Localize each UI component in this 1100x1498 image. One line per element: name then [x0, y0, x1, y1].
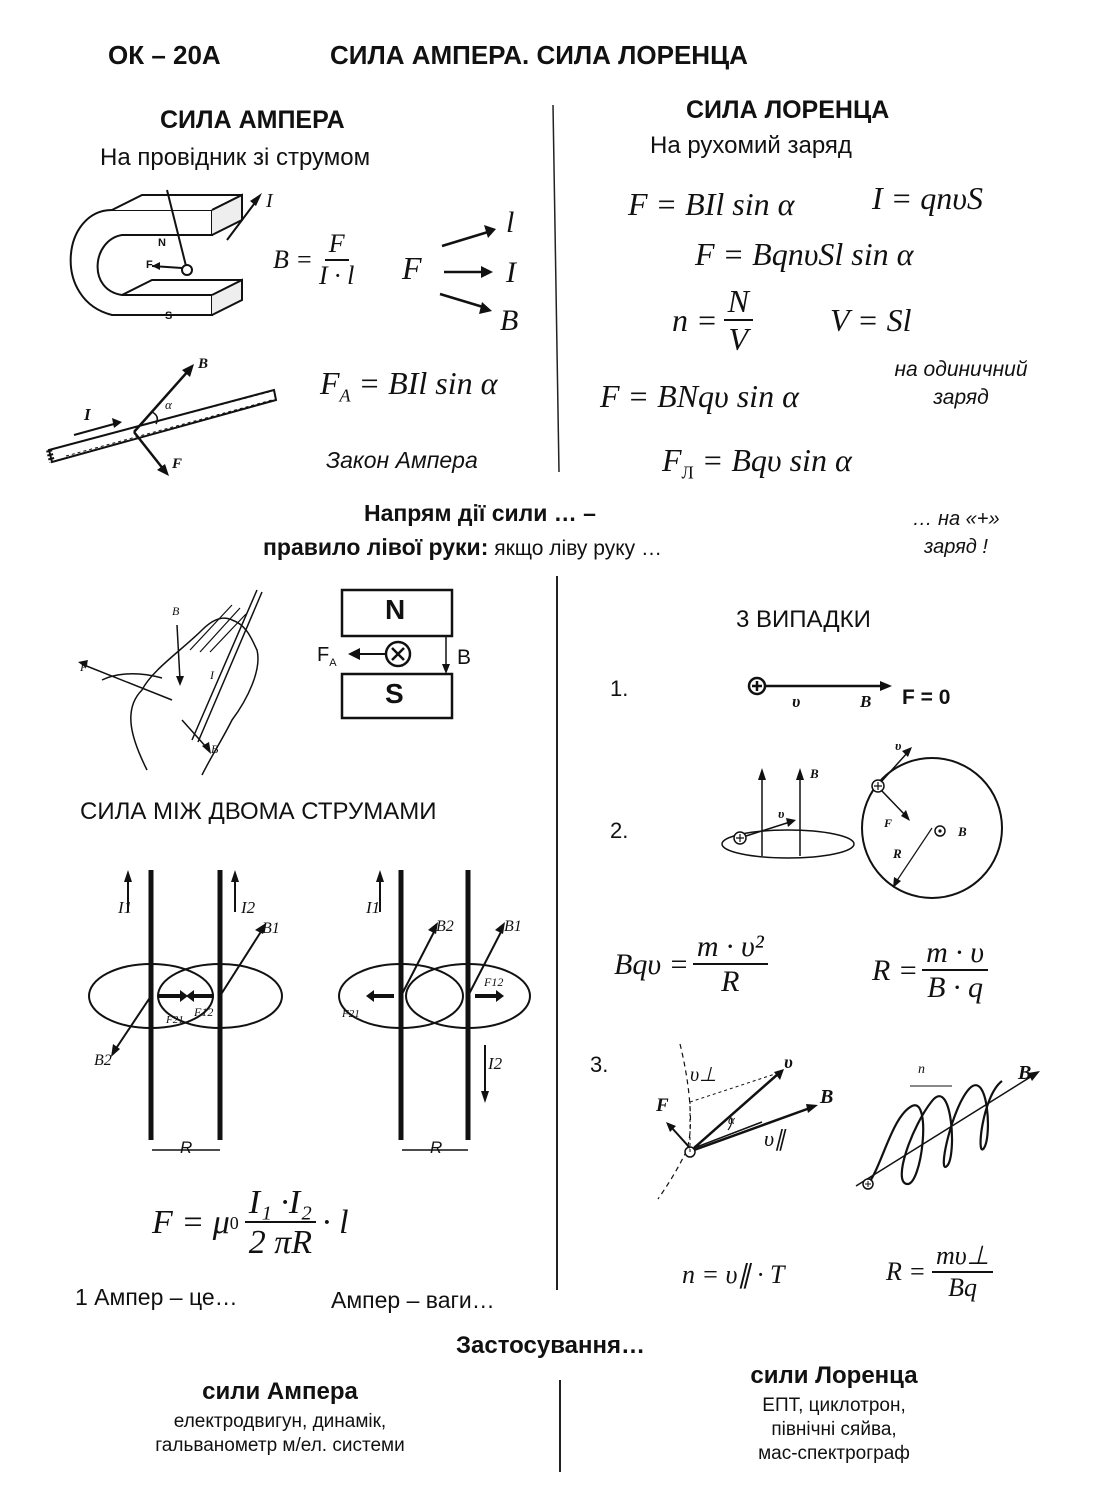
- b-def-num: F: [325, 230, 349, 261]
- tc-sub: 0: [229, 1212, 239, 1233]
- left-hand-rule: правило лівої руки:: [263, 534, 489, 560]
- lorentz-formula-5: [662, 442, 852, 483]
- ampere-definition-note: 1 Ампер – це…: [75, 1284, 238, 1310]
- pole-s-label: S: [385, 678, 404, 709]
- eq1-den: R: [721, 965, 740, 998]
- dep-item-b: B: [500, 304, 519, 337]
- eq2-num: m · υ: [922, 936, 988, 971]
- helix-b-label: B: [1018, 1062, 1032, 1084]
- f5-sub: Л: [681, 462, 694, 483]
- right-i1-label: I1: [366, 898, 381, 917]
- lorentz-app-item: ЕПТ, циклотрон,: [762, 1395, 906, 1416]
- lorentz-subtitle: На рухомий заряд: [650, 132, 852, 159]
- pitch-equation: n = υ∥ · T: [682, 1260, 785, 1289]
- magnet-i-label: I: [266, 190, 273, 212]
- eq2-den: B · q: [927, 971, 983, 1004]
- ampere-subtitle: На провідник зі струмом: [100, 144, 371, 171]
- ampere-heading: СИЛА АМПЕРА: [160, 106, 345, 134]
- right-r-label: R: [430, 1138, 443, 1157]
- tc-lhs: F = μ: [152, 1204, 230, 1242]
- wire-b-label: B: [198, 356, 209, 372]
- hand-b2-label: B: [211, 742, 219, 756]
- direction-line-1: Напрям дії сили … –: [364, 500, 596, 526]
- case-2-number: 2.: [610, 818, 629, 843]
- direction-line-2: [263, 534, 662, 561]
- tc-tail: · l: [322, 1204, 349, 1242]
- single-charge-note: на одиничний заряд: [894, 358, 1028, 409]
- n-lhs: n =: [672, 302, 718, 339]
- hand-b-label: B: [172, 604, 180, 618]
- wire-f-label: F: [172, 456, 183, 472]
- f5-rhs: = Bqυ sin α: [701, 442, 852, 478]
- case2-r-label: R: [893, 846, 902, 861]
- lorentz-formula-4: F = BNqυ sin α: [600, 378, 799, 414]
- eq2-lhs: R =: [872, 953, 919, 987]
- right-i2-label: I2: [488, 1054, 503, 1073]
- eq1-num: m · υ²: [693, 930, 768, 965]
- ampere-applications-title: сили Ампера: [202, 1378, 358, 1405]
- force-dep-symbol: F: [402, 250, 422, 286]
- case3-alpha-label: α: [728, 1112, 735, 1127]
- left-b1-label: B1: [262, 920, 280, 937]
- ampere-applications-list: [110, 1410, 450, 1458]
- lorentz-applications-list: [684, 1394, 984, 1466]
- box-fa-label: [317, 644, 337, 669]
- ampere-law-sub: A: [339, 385, 351, 406]
- ampere-law-formula: [320, 365, 497, 406]
- case2-circle-v-label: υ: [895, 738, 902, 753]
- radius-equation-2: [872, 936, 988, 1006]
- wire-i-label: I: [84, 405, 91, 424]
- helix-radius-equation: [886, 1242, 993, 1302]
- tc-num: I₁ ·I₂: [245, 1184, 316, 1223]
- left-b2-label: B2: [94, 1052, 112, 1069]
- doc-code: ОК – 20А: [108, 40, 221, 70]
- case3-vpar-label: υ∥: [764, 1126, 786, 1151]
- case2-circle-b-label: B: [958, 824, 967, 839]
- right-f21-label: F21: [342, 1008, 360, 1020]
- case-2-diagram: [718, 738, 1008, 898]
- left-i2-label: I2: [241, 898, 256, 917]
- case2-v-label: υ: [778, 806, 785, 821]
- b-def-den: I · l: [318, 260, 355, 290]
- magnet-n-label: N: [158, 237, 166, 249]
- lorentz-heading: СИЛА ЛОРЕНЦА: [686, 96, 890, 124]
- left-hand-rule-rest: якщо ліву руку …: [488, 537, 662, 560]
- case-1-diagram: [744, 672, 904, 702]
- lorentz-app-item: мас-спектрограф: [758, 1443, 910, 1464]
- positive-charge-note: … на «+» заряд !: [912, 508, 1000, 558]
- eq4-num: mυ⊥: [932, 1242, 993, 1273]
- b-definition-formula: [273, 230, 354, 290]
- case-1-number: 1.: [610, 676, 629, 701]
- right-b2-label: B2: [436, 918, 454, 935]
- right-f12-label: F12: [484, 975, 504, 989]
- pole-n-label: N: [385, 594, 406, 625]
- ampere-app-item: гальванометр м/ел. системи: [155, 1435, 405, 1456]
- ampere-law-f: F: [320, 365, 340, 401]
- eq4-den: Bq: [948, 1272, 978, 1302]
- case2-fl-label: F: [884, 816, 893, 830]
- lorentz-formula-2: I = qnυS: [872, 180, 983, 216]
- two-currents-heading: СИЛА МІЖ ДВОМА СТРУМАМИ: [80, 798, 437, 825]
- box-fa-sub: A: [329, 657, 337, 669]
- wire-alpha-label: α: [165, 397, 172, 412]
- case3-f-label: F: [656, 1095, 669, 1116]
- b-def-lhs: B =: [273, 245, 313, 275]
- lorentz-formula-1: F = BIl sin α: [628, 186, 795, 222]
- magnet-f-label: F: [146, 259, 153, 271]
- lorentz-applications-title: сили Лоренца: [750, 1362, 918, 1389]
- case1-v-label: υ: [792, 692, 801, 711]
- case2-b-label: B: [810, 766, 819, 781]
- two-currents-formula: [152, 1184, 349, 1262]
- case-3-velocity-diagram: [650, 1044, 850, 1204]
- volume-formula: V = Sl: [830, 302, 912, 338]
- ampere-law-caption: Закон Ампера: [326, 447, 478, 473]
- case1-f-zero: F = 0: [902, 686, 951, 709]
- cases-heading: 3 ВИПАДКИ: [736, 606, 871, 633]
- case3-b-label: B: [820, 1086, 834, 1108]
- dep-item-i: I: [506, 256, 516, 289]
- case1-b-label: B: [860, 692, 872, 711]
- applications-heading: Застосування…: [456, 1332, 645, 1359]
- n-den: V: [728, 321, 749, 358]
- eq1-lhs: Bqυ =: [614, 947, 689, 981]
- lorentz-app-item: північні сяйва,: [771, 1419, 897, 1440]
- n-num: N: [724, 284, 753, 321]
- dep-item-l: l: [506, 206, 515, 239]
- radius-equation-1: [614, 930, 768, 1000]
- case-3-number: 3.: [590, 1052, 609, 1077]
- ampere-law-rhs: = BIl sin α: [358, 365, 498, 401]
- wire-in-field-icon: [44, 360, 284, 480]
- hand-i-label: I: [210, 668, 214, 682]
- left-f21-label: F21: [166, 1014, 184, 1026]
- ampere-app-item: електродвигун, динамік,: [173, 1411, 387, 1432]
- hand-f-label: F: [80, 660, 88, 674]
- tc-den: 2 πR: [248, 1224, 313, 1262]
- helix-n-label: n: [918, 1062, 925, 1077]
- concentration-formula: [672, 284, 753, 358]
- left-i1-label: I1: [118, 898, 133, 917]
- ampere-balance-note: Ампер – ваги…: [331, 1287, 495, 1313]
- case3-v-label: υ: [784, 1052, 793, 1072]
- two-currents-diagram: [80, 860, 540, 1160]
- box-fa-f: F: [317, 644, 330, 666]
- f5-lhs: F: [662, 442, 682, 478]
- case3-vperp-label: υ⊥: [690, 1064, 717, 1086]
- left-f12-label: F12: [194, 1005, 214, 1019]
- magnet-s-label: S: [165, 310, 173, 322]
- eq4-lhs: R =: [886, 1257, 926, 1287]
- page-title: СИЛА АМПЕРА. СИЛА ЛОРЕНЦА: [330, 40, 748, 70]
- left-r-label: R: [180, 1138, 193, 1157]
- right-b1-label: B1: [504, 918, 522, 935]
- box-b-label: B: [457, 646, 472, 669]
- lorentz-formula-3: F = BqnυSl sin α: [695, 236, 914, 272]
